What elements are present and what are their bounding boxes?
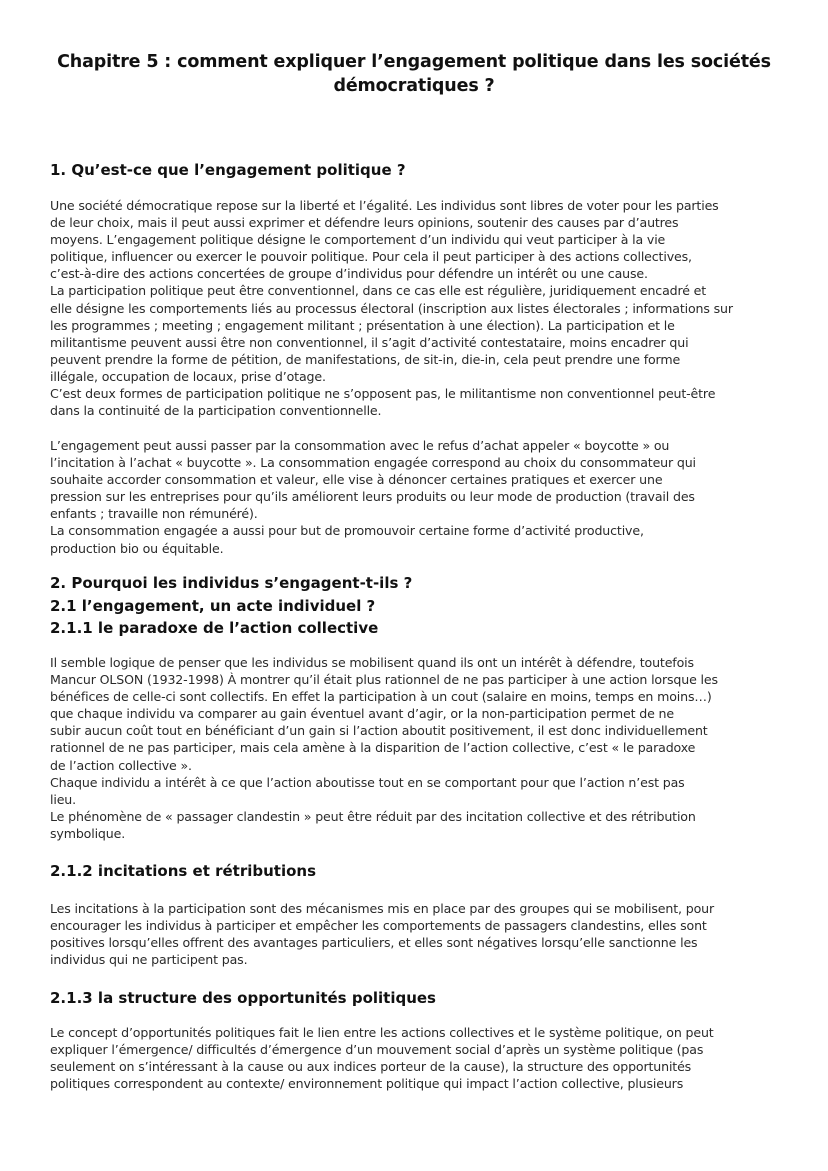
section-2-1-2-heading: 2.1.2 incitations et rétributions [50, 862, 317, 880]
section-1-paragraph-2 [50, 437, 790, 557]
text-line: Le phénomène de « passager clandestin » peut être réduit par des incitation collective et des rétribution [50, 808, 696, 824]
section-1-paragraph-1 [50, 197, 790, 419]
text-line: Mancur OLSON (1932-1998) À montrer qu’il était plus rationnel de ne pas participer à une action lorsque les [50, 672, 718, 688]
text-line: La consommation engagée a aussi pour but de promouvoir certaine forme d’activité productive, [50, 523, 644, 539]
text-line: les programmes ; meeting ; engagement militant ; présentation à une élection). La participation et le [50, 317, 675, 333]
text-line: l’incitation à l’achat « buycotte ». La consommation engagée correspond au choix du consommateur qui [50, 455, 696, 471]
text-line: politique, influencer ou exercer le pouvoir politique. Pour cela il peut participer à des actions collectives, [50, 249, 692, 265]
text-line: de leur choix, mais il peut aussi exprimer et défendre leurs opinions, soutenir des causes par d’autres [50, 215, 679, 231]
section-2-1-heading: 2.1 l’engagement, un acte individuel ? [50, 597, 376, 615]
text-line: Les incitations à la participation sont des mécanismes mis en place par des groupes qui se mobilisent, pour [50, 901, 714, 916]
text-line: rationnel de ne pas participer, mais cela amène à la disparition de l’action collective, c’est « le paradoxe [50, 740, 696, 756]
section-2-1-3-heading: 2.1.3 la structure des opportunités politiques [50, 989, 436, 1007]
section-2-1-1-heading: 2.1.1 le paradoxe de l’action collective [50, 619, 379, 637]
section-2-1-2-paragraph [50, 900, 790, 968]
section-2-1-3-paragraph [50, 1024, 790, 1092]
text-line: peuvent prendre la forme de pétition, de manifestations, de sit-in, die-in, cela peut prendre une forme [50, 351, 681, 367]
text-line: elle désigne les comportements liés au processus électoral (inscription aux listes électorales ; informations sur [50, 300, 733, 316]
text-line: Le concept d’opportunités politiques fait le lien entre les actions collectives et le système politique, on peut [50, 1025, 714, 1040]
text-line: production bio ou équitable. [50, 540, 224, 556]
chapter-title [50, 50, 778, 98]
text-line: souhaite accorder consommation et valeur, elle vise à dénoncer certaines pratiques et exercer une [50, 472, 663, 488]
section-2-1-1-paragraph [50, 654, 790, 842]
text-line: de l’action collective ». [50, 757, 192, 773]
text-line: Il semble logique de penser que les individus se mobilisent quand ils ont un intérêt à défendre, toutefois [50, 655, 694, 670]
text-line: seulement on s’intéressant à la cause ou aux indices porteur de la cause), la structure des opportunités [50, 1059, 692, 1075]
text-line: militantisme peuvent aussi être non conventionnel, il s’agit d’activité contestataire, moins encadrer qui [50, 334, 689, 350]
text-line: symbolique. [50, 825, 126, 841]
section-1-heading: 1. Qu’est-ce que l’engagement politique ? [50, 161, 406, 179]
text-line: individus qui ne participent pas. [50, 952, 248, 968]
text-line: politiques correspondent au contexte/ environnement politique qui impact l’action collective, plusieurs [50, 1076, 684, 1092]
text-line: enfants ; travaille non rémunéré). [50, 506, 258, 522]
text-line: L’engagement peut aussi passer par la consommation avec le refus d’achat appeler « boycotte » ou [50, 438, 670, 453]
text-line: C’est deux formes de participation politique ne s’opposent pas, le militantisme non conventionnel peut-être [50, 386, 716, 402]
text-line: lieu. [50, 791, 76, 807]
section-2-heading: 2. Pourquoi les individus s’engagent-t-ils ? [50, 574, 413, 592]
text-line: c’est-à-dire des actions concertées de groupe d’individus pour défendre un intérêt ou une cause. [50, 266, 648, 282]
text-line: bénéfices de celle-ci sont collectifs. En effet la participation à un cout (salaire en moins, temps en moins…) [50, 689, 712, 705]
text-line: dans la continuité de la participation conventionnelle. [50, 403, 382, 419]
text-line: moyens. L’engagement politique désigne le comportement d’un individu qui veut participer à la vie [50, 232, 666, 248]
text-line: subir aucun coût tout en bénéficiant d’un gain si l’action aboutit positivement, il est donc individuellement [50, 723, 708, 739]
text-line: encourager les individus à participer et empêcher les comportements de passagers clandestins, elles sont [50, 918, 707, 934]
text-line: pression sur les entreprises pour qu’ils améliorent leurs produits ou leur mode de production (travail des [50, 489, 695, 505]
title-line: démocratiques ? [333, 76, 495, 96]
text-line: que chaque individu va comparer au gain éventuel avant d’agir, or la non-participation permet de ne [50, 706, 674, 722]
text-line: Une société démocratique repose sur la liberté et l’égalité. Les individus sont libres de voter pour les parties [50, 198, 719, 213]
title-line: Chapitre 5 : comment expliquer l’engagement politique dans les sociétés [57, 52, 771, 72]
text-line: expliquer l’émergence/ difficultés d’émergence d’un mouvement social d’après un système politique (pas [50, 1042, 704, 1058]
text-line: positives lorsqu’elles offrent des avantages particuliers, et elles sont négatives lorsqu’elle sanctionne les [50, 935, 698, 951]
text-line: illégale, occupation de locaux, prise d’otage. [50, 368, 326, 384]
text-line: Chaque individu a intérêt à ce que l’action aboutisse tout en se comportant pour que l’action n’est pas [50, 774, 685, 790]
text-line: La participation politique peut être conventionnel, dans ce cas elle est régulière, juridiquement encadré et [50, 283, 707, 299]
